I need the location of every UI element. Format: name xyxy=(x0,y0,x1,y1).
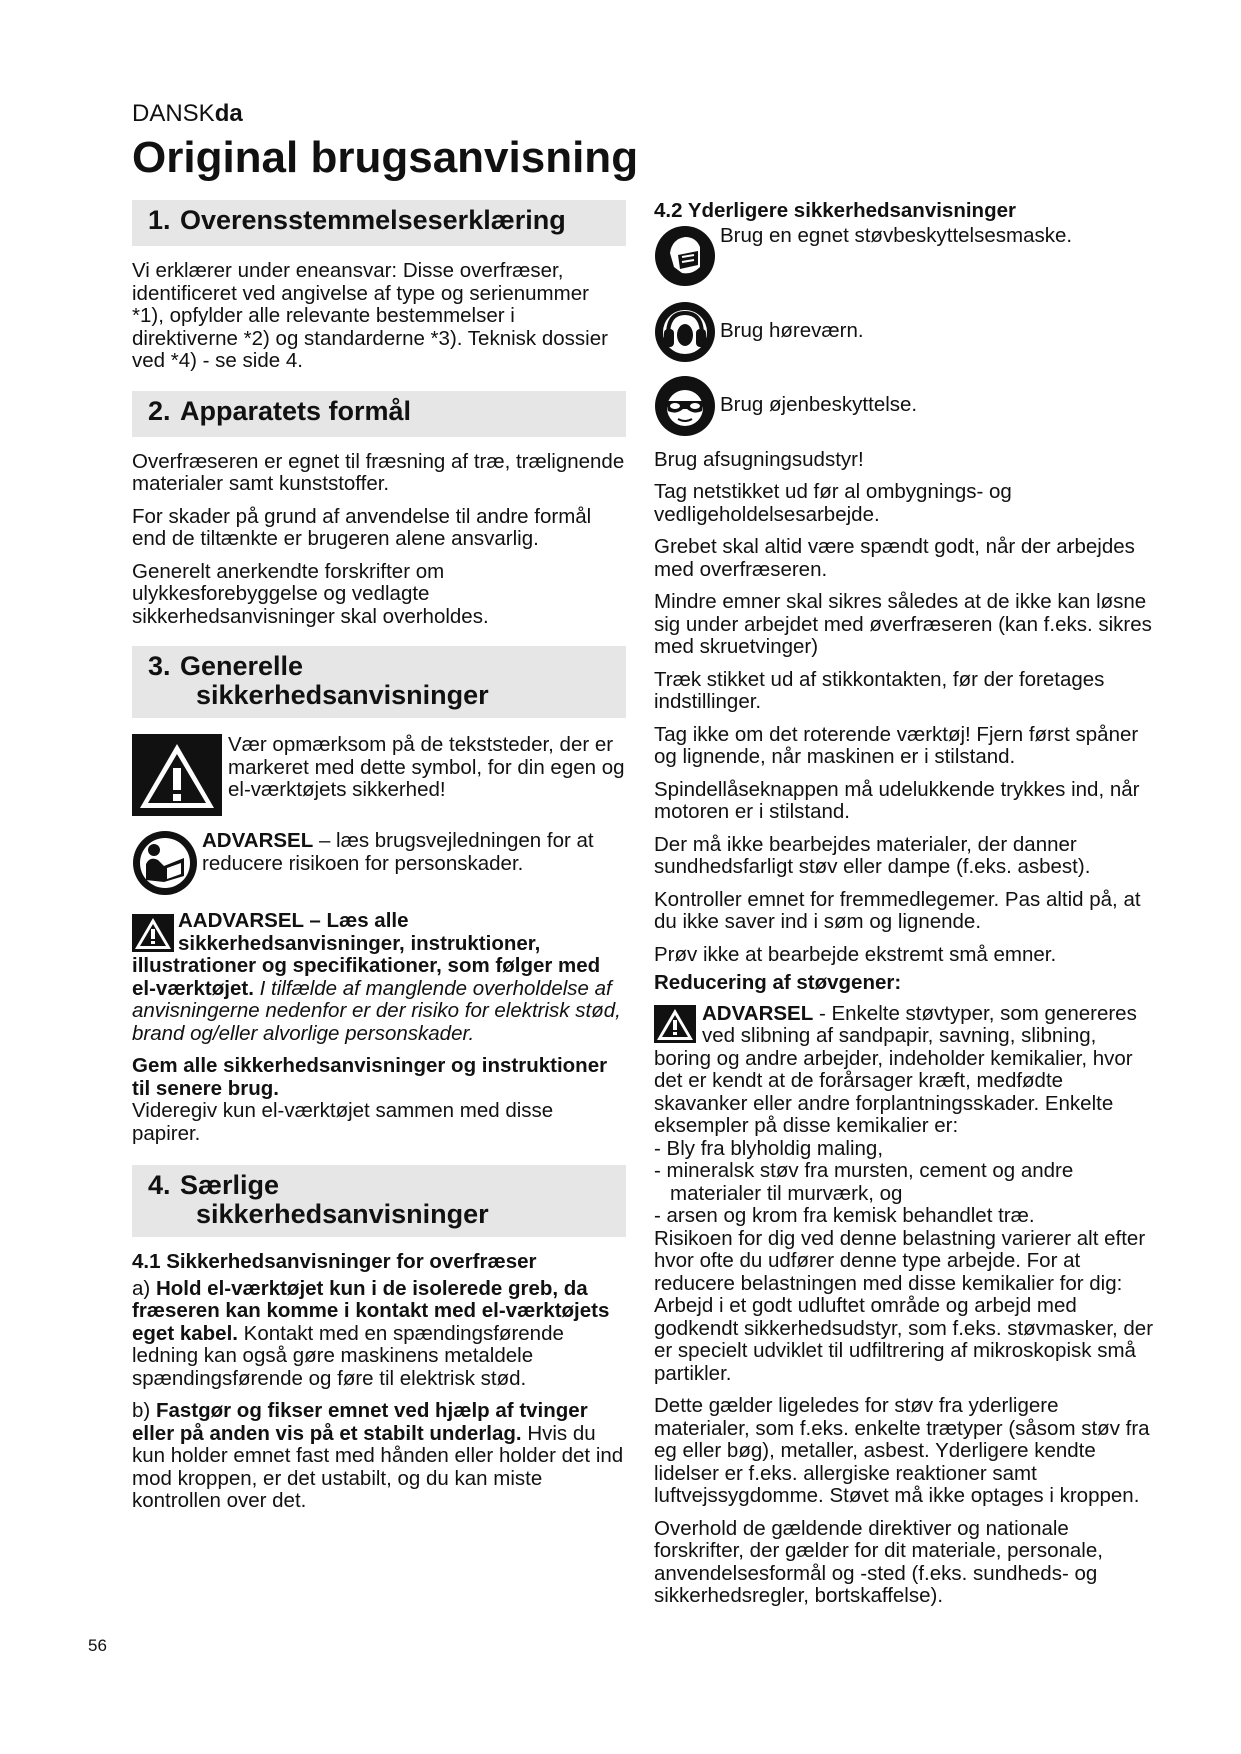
hearing-protection-note xyxy=(654,301,1154,363)
read-manual-icon xyxy=(132,830,198,896)
mask-note xyxy=(654,225,1154,287)
item-b-prefix: b) xyxy=(132,1399,156,1422)
declaration-text: Vi erklærer under eneansvar: Disse overfræser, identificeret ved angivelse af type og serienummer *1), opfylder alle relevante bestemmelser i direktiverne *2) og standarderne *3). Teknisk dossier ved *4) - se side 4. xyxy=(132,259,608,372)
advarsel-text: – læs brugsvejledningen for at reducere risikoen for personskader. xyxy=(202,829,594,875)
general-warning-block xyxy=(132,910,626,1045)
safety-item-4: Mindre emner skal sikres således at de ikke kan løsne sig under arbejdet med øverfræseren (kan f.eks. sikres med skruetvinger) xyxy=(654,590,1152,658)
section-3-heading xyxy=(132,646,626,718)
right-column xyxy=(654,200,1154,1608)
pass-on-text: Videregiv kun el-værktøjet sammen med disse papirer. xyxy=(132,1099,554,1145)
section-1-number: 1. xyxy=(148,205,171,235)
left-column xyxy=(132,200,626,1513)
chem-list-item-1: - Bly fra blyholdig maling, xyxy=(654,1136,884,1160)
hearing-protection-icon xyxy=(654,301,716,363)
purpose-text-1: Overfræseren er egnet til fræsning af træ, trælignende materialer samt kunststoffer. xyxy=(132,449,625,495)
safety-item-2: Tag netstikket ud før al ombygnings- og vedligeholdelsesarbejde. xyxy=(654,480,1012,526)
dust-warning-triangle-icon xyxy=(654,1005,696,1043)
subsection-4-1-title: 4.1 Sikkerhedsanvisninger for overfræser xyxy=(132,1250,537,1273)
safety-item-7: Spindellåseknappen må udelukkende trykkes ind, når motoren er i stilstand. xyxy=(654,777,1140,823)
item-a-prefix: a) xyxy=(132,1276,156,1300)
small-warning-triangle-icon xyxy=(132,914,174,952)
dust-mask-icon xyxy=(654,225,716,287)
section-4-number: 4. xyxy=(148,1170,171,1200)
section-1-heading xyxy=(132,200,626,246)
comply-text: Overhold de gældende direktiver og nationale forskrifter, der gælder for dit materiale, personale, anvendelsesformål og -sted (f.eks. sundheds- og sikkerhedsregler, bortskaffelse). xyxy=(654,1516,1103,1607)
section-3-title-b: sikkerhedsanvisninger xyxy=(196,680,489,710)
warning-symbol-note xyxy=(132,734,626,816)
safety-item-5: Træk stikket ud af stikkontakten, før der foretages indstillinger. xyxy=(654,667,1105,713)
item-a-bold: Hold el-værktøjet kun i de isolerede greb, da fræseren kan komme i kontakt med el-værktøjets eget kabel. xyxy=(132,1276,610,1345)
eye-protection-note xyxy=(654,375,1154,437)
safety-item-9: Kontroller emnet for fremmedlegemer. Pas altid på, at du ikke saver ind i søm og lignende. xyxy=(654,887,1141,933)
subsection-4-2-title: 4.2 Yderligere sikkerhedsanvisninger xyxy=(654,199,1016,222)
item-b-bold: Fastgør og fikser emnet ved hjælp af tvinger eller på anden vis på et stabilt underlag. xyxy=(132,1399,588,1445)
eye-protection-text: Brug øjenbeskyttelse. xyxy=(720,393,918,417)
eye-protection-icon xyxy=(654,375,716,437)
section-2-heading xyxy=(132,391,626,437)
other-dust-text: Dette gælder ligeledes for støv fra yderligere materialer, som f.eks. enkelte trætyper (såsom støv fra eg eller bøg), metaller, asbest. Yderligere kendte lidelser er f.eks. allergiske reaktioner samt luftvejssygdomme. Støvet må ikke optages i kroppen. xyxy=(654,1394,1150,1507)
dust-advarsel-text: - Enkelte støvtyper, som genereres ved slibning af sandpapir, savning, slibning, boring og andre arbejder, indeholder kemikalier, hvor det er kendt at de forårsager kræft, medfødte skavanker eller andre forplantningsskader. Enkelte eksempler på disse kemikalier er: xyxy=(654,1001,1137,1137)
dust-warning-block xyxy=(654,1003,1154,1138)
aadvarsel-bold-text: AADVARSEL – Læs alle sikkerhedsanvisninger, instruktioner, illustrationer og specifikationer, som følger med el-værktøjet. xyxy=(132,909,601,1000)
section-3-number: 3. xyxy=(148,651,171,681)
safety-item-8: Der må ikke bearbejdes materialer, der danner sundhedsfarligt støv eller dampe (f.eks. asbest). xyxy=(654,832,1091,878)
item-a-text: Kontakt med en spændingsførende ledning kan også gøre maskinens metaldele spændingsførende og føre til elektrisk stød. xyxy=(132,1321,564,1390)
purpose-text-3: Generelt anerkendte forskrifter om ulykkesforebyggelse og vedlagte sikkerhedsanvisninger skal overholdes. xyxy=(132,559,489,628)
section-1-title: Overensstemmelseserklæring xyxy=(180,205,566,235)
safety-item-10: Prøv ikke at bearbejde ekstremt små emner. xyxy=(654,942,1057,966)
page-number: 56 xyxy=(88,1636,107,1655)
warning-symbol-text: Vær opmærksom på de tekststeder, der er markeret med dette symbol, for din egen og el-værktøjets sikkerhed! xyxy=(228,733,625,801)
language-label xyxy=(132,100,243,128)
chem-list-item-3: - arsen og krom fra kemisk behandlet træ. xyxy=(654,1204,1035,1227)
section-2-title: Apparatets formål xyxy=(180,395,412,426)
safety-item-6: Tag ikke om det roterende værktøj! Fjern først spåner og lignende, når maskinen er i stilstand. xyxy=(654,722,1139,768)
chem-list-item-2: - mineralsk støv fra mursten, cement og andre xyxy=(654,1159,1074,1182)
aadvarsel-italic-text: I tilfælde af manglende overholdelse af anvisningerne nedenfor er der risiko for elektrisk stød, brand og/eller alvorlige personskader. xyxy=(132,976,621,1045)
safety-item-3: Grebet skal altid være spændt godt, når der arbejdes med overfræseren. xyxy=(654,535,1135,581)
section-2-number: 2. xyxy=(148,395,171,426)
purpose-text-2: For skader på grund af anvendelse til andre formål end de tiltænkte er brugeren alene ansvarlig. xyxy=(132,504,592,550)
advarsel-label: ADVARSEL xyxy=(202,829,314,852)
chem-list-item-2-cont: materialer til murværk, og xyxy=(670,1181,903,1205)
item-b-text: Hvis du kun holder emnet fast med hånden eller holder det ind mod kroppen, er det ustabilt, og du kan miste kontrollen over det. xyxy=(132,1421,624,1512)
section-4-heading xyxy=(132,1165,626,1237)
keep-instructions-text: Gem alle sikkerhedsanvisninger og instruktioner til senere brug. xyxy=(132,1054,608,1100)
dust-reduction-title: Reducering af støvgener: xyxy=(654,971,902,994)
language-name: DANSK xyxy=(132,100,215,127)
language-code: da xyxy=(214,100,243,127)
warning-triangle-icon xyxy=(132,734,222,816)
risk-text: Risikoen for dig ved denne belastning varierer alt efter hvor ofte du udfører denne type arbejde. For at reducere belastningen med disse kemikalier for dig: Arbejd i et godt udluftet område og arbejd med godkendt sikkerhedsudstyr, som f.eks. støvmasker, der er specielt udviklet til udfiltrering af mikroskopisk små partikler. xyxy=(654,1226,1154,1385)
section-4-title-a: Særlige xyxy=(180,1170,280,1200)
safety-item-1: Brug afsugningsudstyr! xyxy=(654,447,864,471)
page-title: Original brugsanvisning xyxy=(132,133,639,182)
mask-text: Brug en egnet støvbeskyttelsesmaske. xyxy=(720,223,1073,247)
hearing-protection-text: Brug høreværn. xyxy=(720,319,864,343)
section-4-title-b: sikkerhedsanvisninger xyxy=(196,1199,489,1229)
section-3-title-a: Generelle xyxy=(180,651,304,681)
read-manual-note xyxy=(132,830,626,896)
dust-advarsel-label: ADVARSEL xyxy=(702,1001,814,1025)
